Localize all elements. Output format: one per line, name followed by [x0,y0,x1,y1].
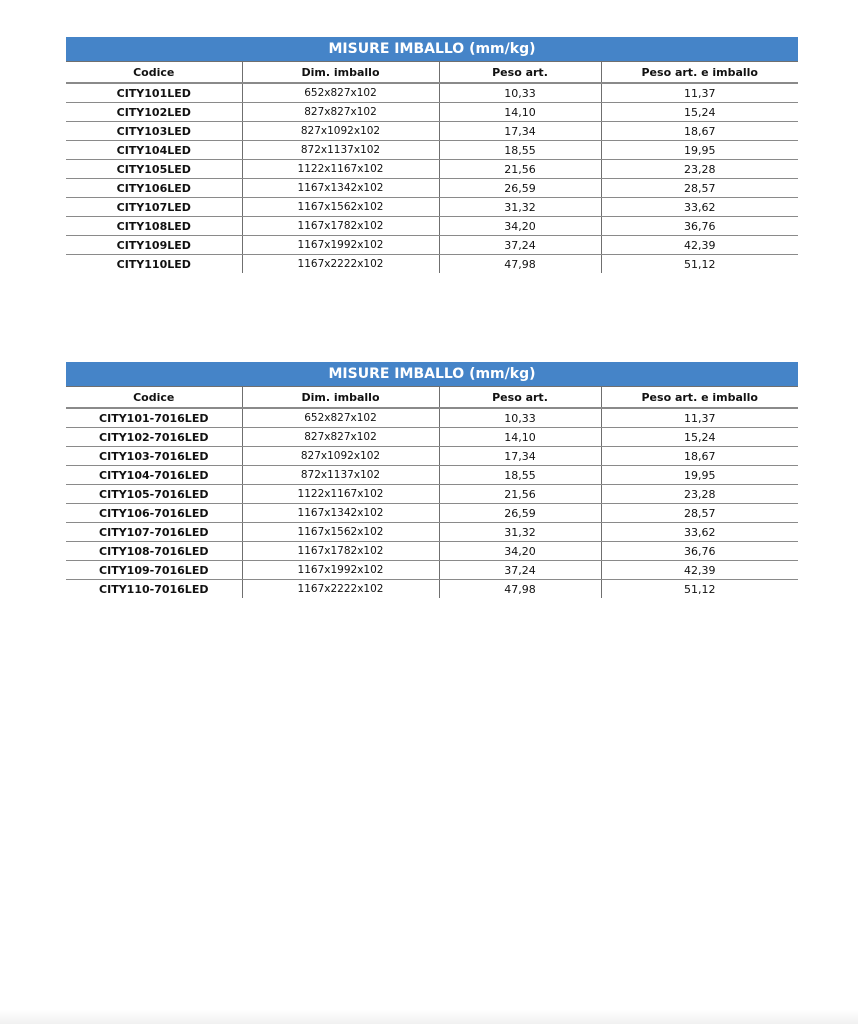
packaging-table-1 [66,37,798,273]
table-body [66,83,798,273]
cell-peso-totale: 19,95 [601,466,798,485]
cell-dim: 1122x1167x102 [242,160,439,179]
table-row [66,141,798,160]
header-peso-art-imballo: Peso art. e imballo [601,62,798,84]
cell-peso-totale: 33,62 [601,523,798,542]
cell-peso-totale: 28,57 [601,179,798,198]
cell-codice: CITY107LED [66,198,242,217]
cell-dim: 872x1137x102 [242,141,439,160]
cell-codice: CITY101LED [66,83,242,103]
header-peso-art: Peso art. [439,387,601,409]
cell-peso-totale: 42,39 [601,236,798,255]
page-bottom-edge [0,1010,858,1024]
cell-dim: 1167x1782x102 [242,542,439,561]
cell-peso: 18,55 [439,141,601,160]
cell-peso-totale: 15,24 [601,103,798,122]
table-row [66,485,798,504]
cell-dim: 872x1137x102 [242,466,439,485]
cell-dim: 1167x2222x102 [242,580,439,599]
cell-codice: CITY104-7016LED [66,466,242,485]
cell-dim: 1167x1992x102 [242,561,439,580]
table-row [66,466,798,485]
table-row [66,160,798,179]
header-dim-imballo: Dim. imballo [242,62,439,84]
header-codice: Codice [66,387,242,409]
table-row [66,580,798,599]
cell-peso-totale: 18,67 [601,447,798,466]
cell-peso: 18,55 [439,466,601,485]
table-row [66,447,798,466]
table-row [66,428,798,447]
cell-dim: 827x1092x102 [242,122,439,141]
cell-codice: CITY103-7016LED [66,447,242,466]
cell-peso-totale: 51,12 [684,582,716,596]
cell-peso-totale: 51,12 [684,257,716,271]
table-row [66,179,798,198]
cell-peso: 14,10 [439,428,601,447]
cell-peso: 34,20 [439,217,601,236]
table-body [66,408,798,598]
cell-peso: 26,59 [439,504,601,523]
cell-codice: CITY103LED [66,122,242,141]
cell-peso: 10,33 [439,408,601,428]
header-dim-imballo: Dim. imballo [242,387,439,409]
cell-codice: CITY109LED [66,236,242,255]
cell-codice: CITY108LED [66,217,242,236]
table-row [66,561,798,580]
cell-dim: 1122x1167x102 [242,485,439,504]
header-peso-art: Peso art. [439,62,601,84]
cell-peso: 47,98 [439,255,601,274]
cell-dim: 1167x1562x102 [242,198,439,217]
cell-peso-totale: 23,28 [601,160,798,179]
cell-dim: 652x827x102 [242,83,439,103]
cell-dim: 1167x1342x102 [242,504,439,523]
cell-peso-totale: 28,57 [601,504,798,523]
table-row [66,504,798,523]
table-row [66,255,798,274]
table-row [66,122,798,141]
cell-peso-totale: 23,28 [601,485,798,504]
cell-peso: 10,33 [439,83,601,103]
cell-peso: 14,10 [439,103,601,122]
table-row [66,542,798,561]
table-row [66,408,798,428]
cell-dim: 1167x1562x102 [242,523,439,542]
cell-dim: 1167x1342x102 [242,179,439,198]
cell-peso: 17,34 [439,122,601,141]
table-row [66,198,798,217]
cell-codice: CITY102LED [66,103,242,122]
cell-peso: 26,59 [439,179,601,198]
cell-peso: 37,24 [439,236,601,255]
cell-dim: 652x827x102 [242,408,439,428]
cell-peso: 34,20 [439,542,601,561]
cell-codice: CITY110LED [66,255,242,274]
cell-codice: CITY105LED [66,160,242,179]
cell-peso: 21,56 [439,485,601,504]
cell-peso-totale: 19,95 [601,141,798,160]
cell-codice: CITY106-7016LED [66,504,242,523]
table-row [66,523,798,542]
table-title: MISURE IMBALLO (mm/kg) [66,37,798,62]
cell-peso: 21,56 [439,160,601,179]
cell-peso-totale: 18,67 [601,122,798,141]
cell-dim: 827x827x102 [242,103,439,122]
cell-dim: 827x1092x102 [242,447,439,466]
cell-codice: CITY104LED [66,141,242,160]
table-row [66,236,798,255]
cell-peso: 37,24 [439,561,601,580]
cell-peso-totale: 33,62 [601,198,798,217]
cell-codice: CITY101-7016LED [66,408,242,428]
cell-dim: 1167x1782x102 [242,217,439,236]
cell-peso-totale: 15,24 [601,428,798,447]
table-row [66,217,798,236]
cell-peso-totale: 36,76 [601,542,798,561]
header-peso-art-imballo: Peso art. e imballo [601,387,798,409]
cell-codice: CITY107-7016LED [66,523,242,542]
cell-peso-totale: 11,37 [601,408,798,428]
cell-codice: CITY108-7016LED [66,542,242,561]
cell-codice: CITY109-7016LED [66,561,242,580]
cell-codice: CITY110-7016LED [66,580,242,599]
cell-peso-totale: 11,37 [601,83,798,103]
table-title: MISURE IMBALLO (mm/kg) [66,362,798,387]
packaging-table-2 [66,362,798,598]
cell-peso: 31,32 [439,523,601,542]
cell-peso: 31,32 [439,198,601,217]
cell-dim: 1167x1992x102 [242,236,439,255]
cell-dim: 827x827x102 [242,428,439,447]
cell-codice: CITY102-7016LED [66,428,242,447]
cell-dim: 1167x2222x102 [242,255,439,274]
cell-codice: CITY105-7016LED [66,485,242,504]
table-row [66,83,798,103]
cell-peso: 17,34 [439,447,601,466]
cell-codice: CITY106LED [66,179,242,198]
table-row [66,103,798,122]
cell-peso: 47,98 [439,580,601,599]
header-codice: Codice [66,62,242,84]
cell-peso-totale: 36,76 [601,217,798,236]
cell-peso-totale: 42,39 [601,561,798,580]
